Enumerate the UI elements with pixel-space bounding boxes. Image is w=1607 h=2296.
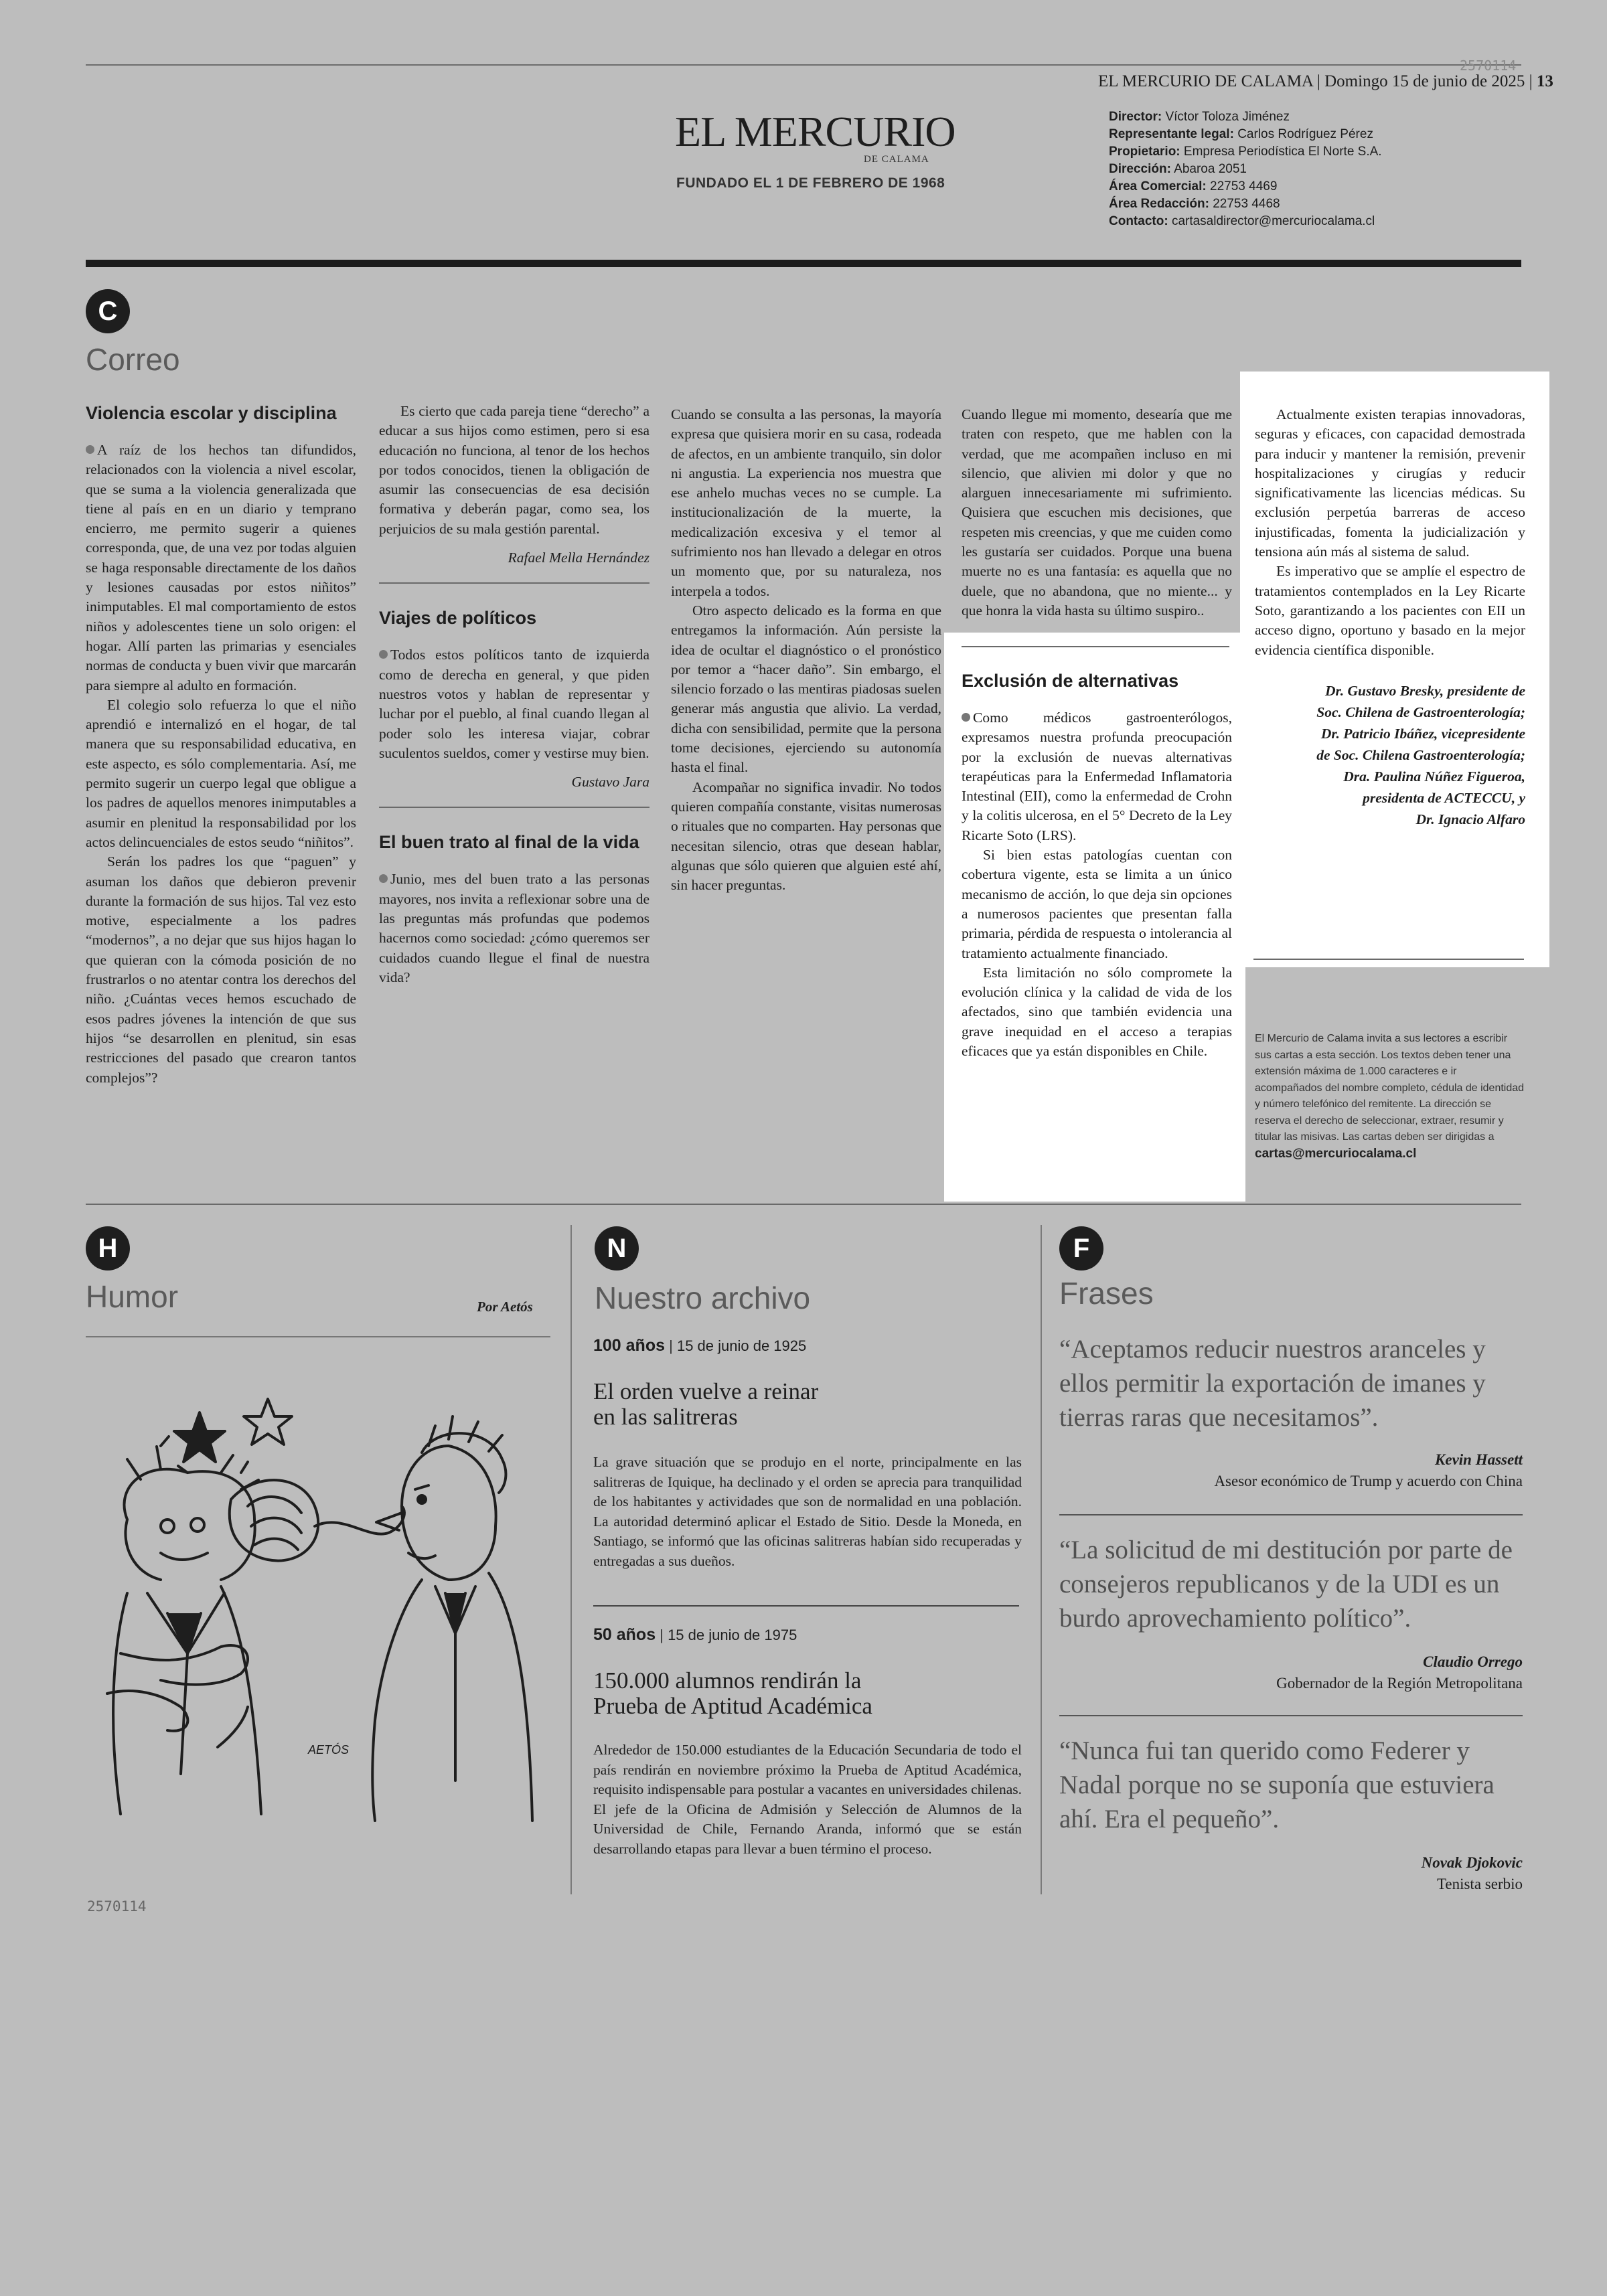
letter-paragraph: Actualmente existen terapias innovadoras, seguras y eficaces, con capacidad demostrada para inducir y mantener la remisión, prevenir hospitalizaciones y cirugías y reducir significativamente las licencias médicas. Su exclusión perpetúa barreras de acceso injustificadas, fomenta la judicialización y tensiona aún más al sistema de salud.: [1255, 406, 1525, 560]
quote-role: Asesor económico de Trump y acuerdo con China: [1214, 1473, 1523, 1489]
star-icon: [174, 1412, 225, 1462]
page-id-top: 2570114: [1460, 58, 1517, 74]
letter-paragraph: A raíz de los hechos tan difundidos, relacionados con la violencia a nivel escolar, que se suma a la violencia generalizada que tiene al país en en un diario y temprano encierro, me permito sugerir a quienes corresponda, que, de una vez por todas alguien se haga responsable directamente de los daños y lesiones causadas por estos niñitos” inimputables. El mal comportamiento de estos niños y adolescentes tiene un solo origen: el hogar. Allí parten las primarias y esenciales normas de conducta y buen vivir que marcarán para siempre al adulto en formación.: [86, 442, 356, 693]
archive-body: Alrededor de 150.000 estudiantes de la Educación Secundaria de todo el país rendirán en noviembre próximo la Prueba de Aptitud Académica, requisito indispensable para postular a vacantes en universidades chilenas. El jefe de la Oficina de Admisión y Selección de Alumnos de la Universidad de Chile, Fernando Aranda, informó que se están desarrollando etapas para llevar a buen término el proceso.: [593, 1742, 1022, 1857]
staff-row: Representante legal: Carlos Rodríguez Pérez: [1109, 127, 1373, 141]
column-divider: [570, 1225, 572, 1894]
archive-years: 50 años: [593, 1625, 656, 1644]
letters-email-link[interactable]: cartas@mercuriocalama.cl: [1255, 1146, 1417, 1161]
section-title-humor: Humor: [86, 1279, 179, 1314]
quote-role: Gobernador de la Región Metropolitana: [1276, 1675, 1523, 1692]
staff-row: Propietario: Empresa Periodística El Norte S.A.: [1109, 145, 1382, 159]
archive-date: 15 de junio de 1925: [676, 1337, 807, 1354]
letter-paragraph: Es imperativo que se amplíe el espectro de tratamientos contemplados en la Ley Ricarte Soto, garantizando a los pacientes con EII un acceso digno, oportuno y basado en la mejor evidencia científica disponible.: [1255, 563, 1525, 658]
staff-row: Área Redacción: 22753 4468: [1109, 197, 1280, 211]
page-number: 13: [1536, 72, 1553, 90]
quote-divider: [1059, 1715, 1523, 1716]
letter-paragraph: Junio, mes del buen trato a las personas mayores, nos invita a reflexionar sobre una de las preguntas más profundas que podemos hacernos como sociedad: ¿cómo queremos ser cuidados cuando llegue el final de nuestra vida?: [379, 871, 649, 985]
quote-text: “La solicitud de mi destitución por parte de consejeros republicanos y de la UDI es un burdo aprovechamiento político”.: [1059, 1536, 1513, 1633]
letter-divider: [379, 582, 649, 584]
letter-paragraph: Cuando se consulta a las personas, la mayoría expresa que quisiera morir en su casa, rodeada de afectos, en un ambiente tranquilo, sin dolor ni angustia. La experiencia nos muestra que ese anhelo muchas veces no se cumple. La institucionalización de la muerte, la medicalización excesiva y el temor al sufrimiento nos han llevado a delegar en otros un momento que, por su naturaleza, nos interpela a todos.: [671, 406, 941, 599]
quote-text: “Nunca fui tan querido como Federer y Nadal porque no se suponía que estuviera ahí. Era el pequeño”.: [1059, 1736, 1495, 1833]
quote-author: Novak Djokovic: [1421, 1854, 1523, 1871]
letter-signature: Gustavo Jara: [571, 774, 649, 791]
staff-row: Director: Víctor Toloza Jiménez: [1109, 110, 1290, 124]
staff-row: Dirección: Abaroa 2051: [1109, 162, 1247, 176]
quote-role: Tenista serbio: [1436, 1876, 1523, 1892]
letter-paragraph: Si bien estas patologías cuentan con cobertura vigente, esta se limita a un único mecanismo de acción, lo que deja sin opciones a numerosos pacientes que presentan falla primaria, pérdida de respuesta o intolerancia al tratamiento actualmente financiado.: [962, 847, 1232, 961]
letter-paragraph: Acompañar no significa invadir. No todos quieren compañía constante, visitas numerosas o rituales que no comparten. Hay personas que necesitan silencio, otras que desean hablar, algunas que sólo quieren que alguien esté ahí, sin hacer preguntas.: [671, 778, 941, 894]
masthead-logo: EL MERCURIO: [675, 108, 955, 155]
section-badge-humor: H: [86, 1226, 130, 1270]
letters-notice: El Mercurio de Calama invita a sus lectores a escribir sus cartas a esta sección. Los textos deben tener una extensión máxima de 1.000 caracteres e ir acompañados del nombre completo, cédula de identidad y número telefónico del remitente. La dirección se reserva el derecho de seleccionar, extraer, resumir y titular las misivas. Las cartas deben ser dirigidas a cartas@mercuriocalama.cl: [1255, 1033, 1525, 1161]
quote-author: Claudio Orrego: [1423, 1653, 1523, 1670]
quote-block: [1059, 1332, 1523, 1506]
humor-byline: Por Aetós: [477, 1299, 533, 1315]
quote-text: “Aceptamos reducir nuestros aranceles y ellos permitir la exportación de imanes y tierras raras que necesitamos”.: [1059, 1335, 1486, 1432]
section-title-archivo: Nuestro archivo: [595, 1281, 811, 1315]
staff-box: [1109, 108, 1382, 230]
letter-paragraph: Serán los padres los que “paguen” y asuman los daños que debieron prevenir durante la formación de sus hijos. Tal vez esto motive, especialmente a los padres “modernos”, a no dejar que sus hijos hagan lo que quieran con la cómoda posición de no frustrarlos o no atentar contra los derechos del niño. ¿Cuántas veces hemos escuchado de esos padres jóvenes la intención de que sus hijos “se desarrollen en plenitud, sin esas restricciones del pasado que crearon tantos complejos”?: [86, 853, 356, 1086]
letter-paragraph: Esta limitación no sólo compromete la evolución clínica y la calidad de vida de los afectados, sino que también evidencia una grave inequidad en el acceso a terapias eficaces que ya están disponibles en Chile.: [962, 964, 1232, 1060]
section-badge-correo: C: [86, 289, 130, 333]
letter-signature: Rafael Mella Hernández: [508, 550, 649, 566]
quote-author: Kevin Hassett: [1435, 1451, 1523, 1468]
edition-line: EL MERCURIO DE CALAMA | Domingo 15 de junio de 2025 | 13: [1098, 72, 1553, 90]
archive-body: La grave situación que se produjo en el norte, principalmente en las salitreras de Iquique, ha declinado y el orden se aprecia para tranquilidad de los habitantes y actividades que son de normalidad en una población. La autoridad determinó aplicar el Estado de Sitio. Desde la Moneda, en Santiago, se informó que las oficinas salitreras habían sido recuperadas y entregadas a sus dueños.: [593, 1454, 1022, 1569]
top-rule: [86, 64, 1521, 66]
star-icon: [244, 1399, 292, 1445]
staff-row: Contacto: cartasaldirector@mercuriocalama.cl: [1109, 214, 1375, 228]
letter-divider: [379, 807, 649, 808]
archive-date: 15 de junio de 1975: [668, 1627, 797, 1643]
founded-line: FUNDADO EL 1 DE FEBRERO DE 1968: [676, 175, 945, 191]
letter-title: Exclusión de alternativas: [962, 671, 1179, 691]
archive-divider: [593, 1605, 1019, 1607]
archive-year-line: 50 años | 15 de junio de 1975: [593, 1625, 797, 1644]
bullet-dot: [86, 445, 94, 454]
archive-years: 100 años: [593, 1336, 666, 1355]
letters-column-4-bottom: [962, 669, 1232, 1192]
letter-paragraph: Otro aspecto delicado es la forma en que entregamos la información. Aún persiste la idea de ocultar el diagnóstico o el pronóstico por temor a “hacer daño”. Sin embargo, el silencio forzado o las mentiras piadosas suelen generar más angustia que alivio. La verdad, dicha con sensibilidad, permite que la persona tome decisiones, ejerciendo su autonomía hasta el final.: [671, 602, 941, 776]
letter-title: Violencia escolar y disciplina: [86, 403, 337, 423]
letters-column-1: [86, 402, 356, 1185]
letter-paragraph: Como médicos gastroenterólogos, expresamos nuestra profunda preocupación por la exclusión de nuevas alternativas terapéuticas para la Enfermedad Inflamatoria Intestinal (EII), como la enfermedad de Crohn y la colitis ulcerosa, en el 5° Decreto de la Ley Ricarte Soto (LRS).: [962, 710, 1232, 843]
section-badge-archivo: N: [595, 1226, 639, 1270]
letters-column-3: [671, 405, 941, 1188]
staff-row: Área Comercial: 22753 4469: [1109, 179, 1278, 193]
section-title-correo: Correo: [86, 342, 180, 377]
letters-column-4-top: [962, 405, 1232, 633]
letter-paragraph: Cuando llegue mi momento, desearía que me traten con respeto, que me hablen con la verdad, que me acompañen incluso en mi silencio, que alivien mi dolor y que no alarguen innecesariamente mi sufrimiento. Quisiera que escuchen mis decisiones, que respeten mis creencias, y que me cuiden como les gustaría ser cuidados. Porque una buena muerte no es una fantasía: es aquella que no duele, que no abandona, que no miente... y que honra la vida hasta su último suspiro..: [962, 406, 1232, 619]
letter-title: El buen trato al final de la vida: [379, 832, 639, 853]
section-badge-frases: F: [1059, 1226, 1103, 1270]
humor-rule: [86, 1336, 550, 1337]
edition-date: Domingo 15 de junio de 2025: [1324, 72, 1525, 90]
quote-block: [1059, 1734, 1523, 1908]
page-id-bottom: 2570114: [87, 1898, 147, 1914]
masthead-subtitle: DE CALAMA: [864, 154, 929, 165]
header-rule: [86, 260, 1521, 267]
section-divider: [86, 1204, 1521, 1205]
quote-block: [1059, 1533, 1523, 1707]
letter-divider: [962, 646, 1229, 647]
bullet-dot: [962, 713, 970, 722]
letters-column-2: [379, 402, 649, 1185]
letter-paragraph: El colegio solo refuerza lo que el niño aprendió e internalizó en el hogar, de tal manera que su responsabilidad educativa, en este aspecto, es sólo complementaria. Así, me permito sugerir un cuerpo legal que obligue a los padres de aquellos menores inimputables a asumir en plenitud la responsabilidad por los actos delincuenciales de estos seudo “niñitos”.: [86, 696, 356, 850]
bullet-dot: [379, 650, 388, 659]
letter-paragraph: Es cierto que cada pareja tiene “derecho” a educar a sus hijos como estimen, pero si esa educación no funciona, al tenor de los hechos por todos conocidos, tienen la obligación de asumir las consecuencias de esa decisión formativa y deberán pagar, como sea, los perjuicios de su mala gestión parental.: [379, 403, 649, 537]
letter-paragraph: Todos estos políticos tanto de izquierda como de derecha en general, y que piden nuestros votos y hablan de representar y luchar por el pueblo, al final cuando llegan al poder solo les interesa viajar, cobrar suculentos sueldos, comer y vestirse muy bien.: [379, 647, 649, 761]
quote-divider: [1059, 1514, 1523, 1515]
letter-signatures: Dr. Gustavo Bresky, presidente de Soc. Chilena de Gastroenterología; Dr. Patricio Ibáñez, vicepresidente de Soc. Chilena Gastroenterología; Dra. Paulina Núñez Figueroa, presidenta de ACTECCU, y Dr. Ignacio Alfaro: [1316, 682, 1525, 827]
cartoon-signature: AETÓS: [308, 1743, 350, 1756]
letter-divider: [1253, 959, 1524, 960]
archive-headline: El orden vuelve a reinar en las salitreras: [593, 1378, 819, 1430]
column-divider: [1041, 1225, 1042, 1894]
archive-headline: 150.000 alumnos rendirán la Prueba de Aptitud Académica: [593, 1667, 872, 1719]
bullet-dot: [379, 874, 388, 883]
humor-cartoon: [87, 1372, 549, 1827]
archive-year-line: 100 años | 15 de junio de 1925: [593, 1336, 807, 1355]
contact-email[interactable]: cartasaldirector@mercuriocalama.cl: [1171, 214, 1375, 228]
letters-column-5: [1255, 405, 1525, 954]
edition-paper: EL MERCURIO DE CALAMA: [1098, 72, 1313, 90]
section-title-frases: Frases: [1059, 1276, 1154, 1311]
letter-title: Viajes de políticos: [379, 608, 537, 629]
